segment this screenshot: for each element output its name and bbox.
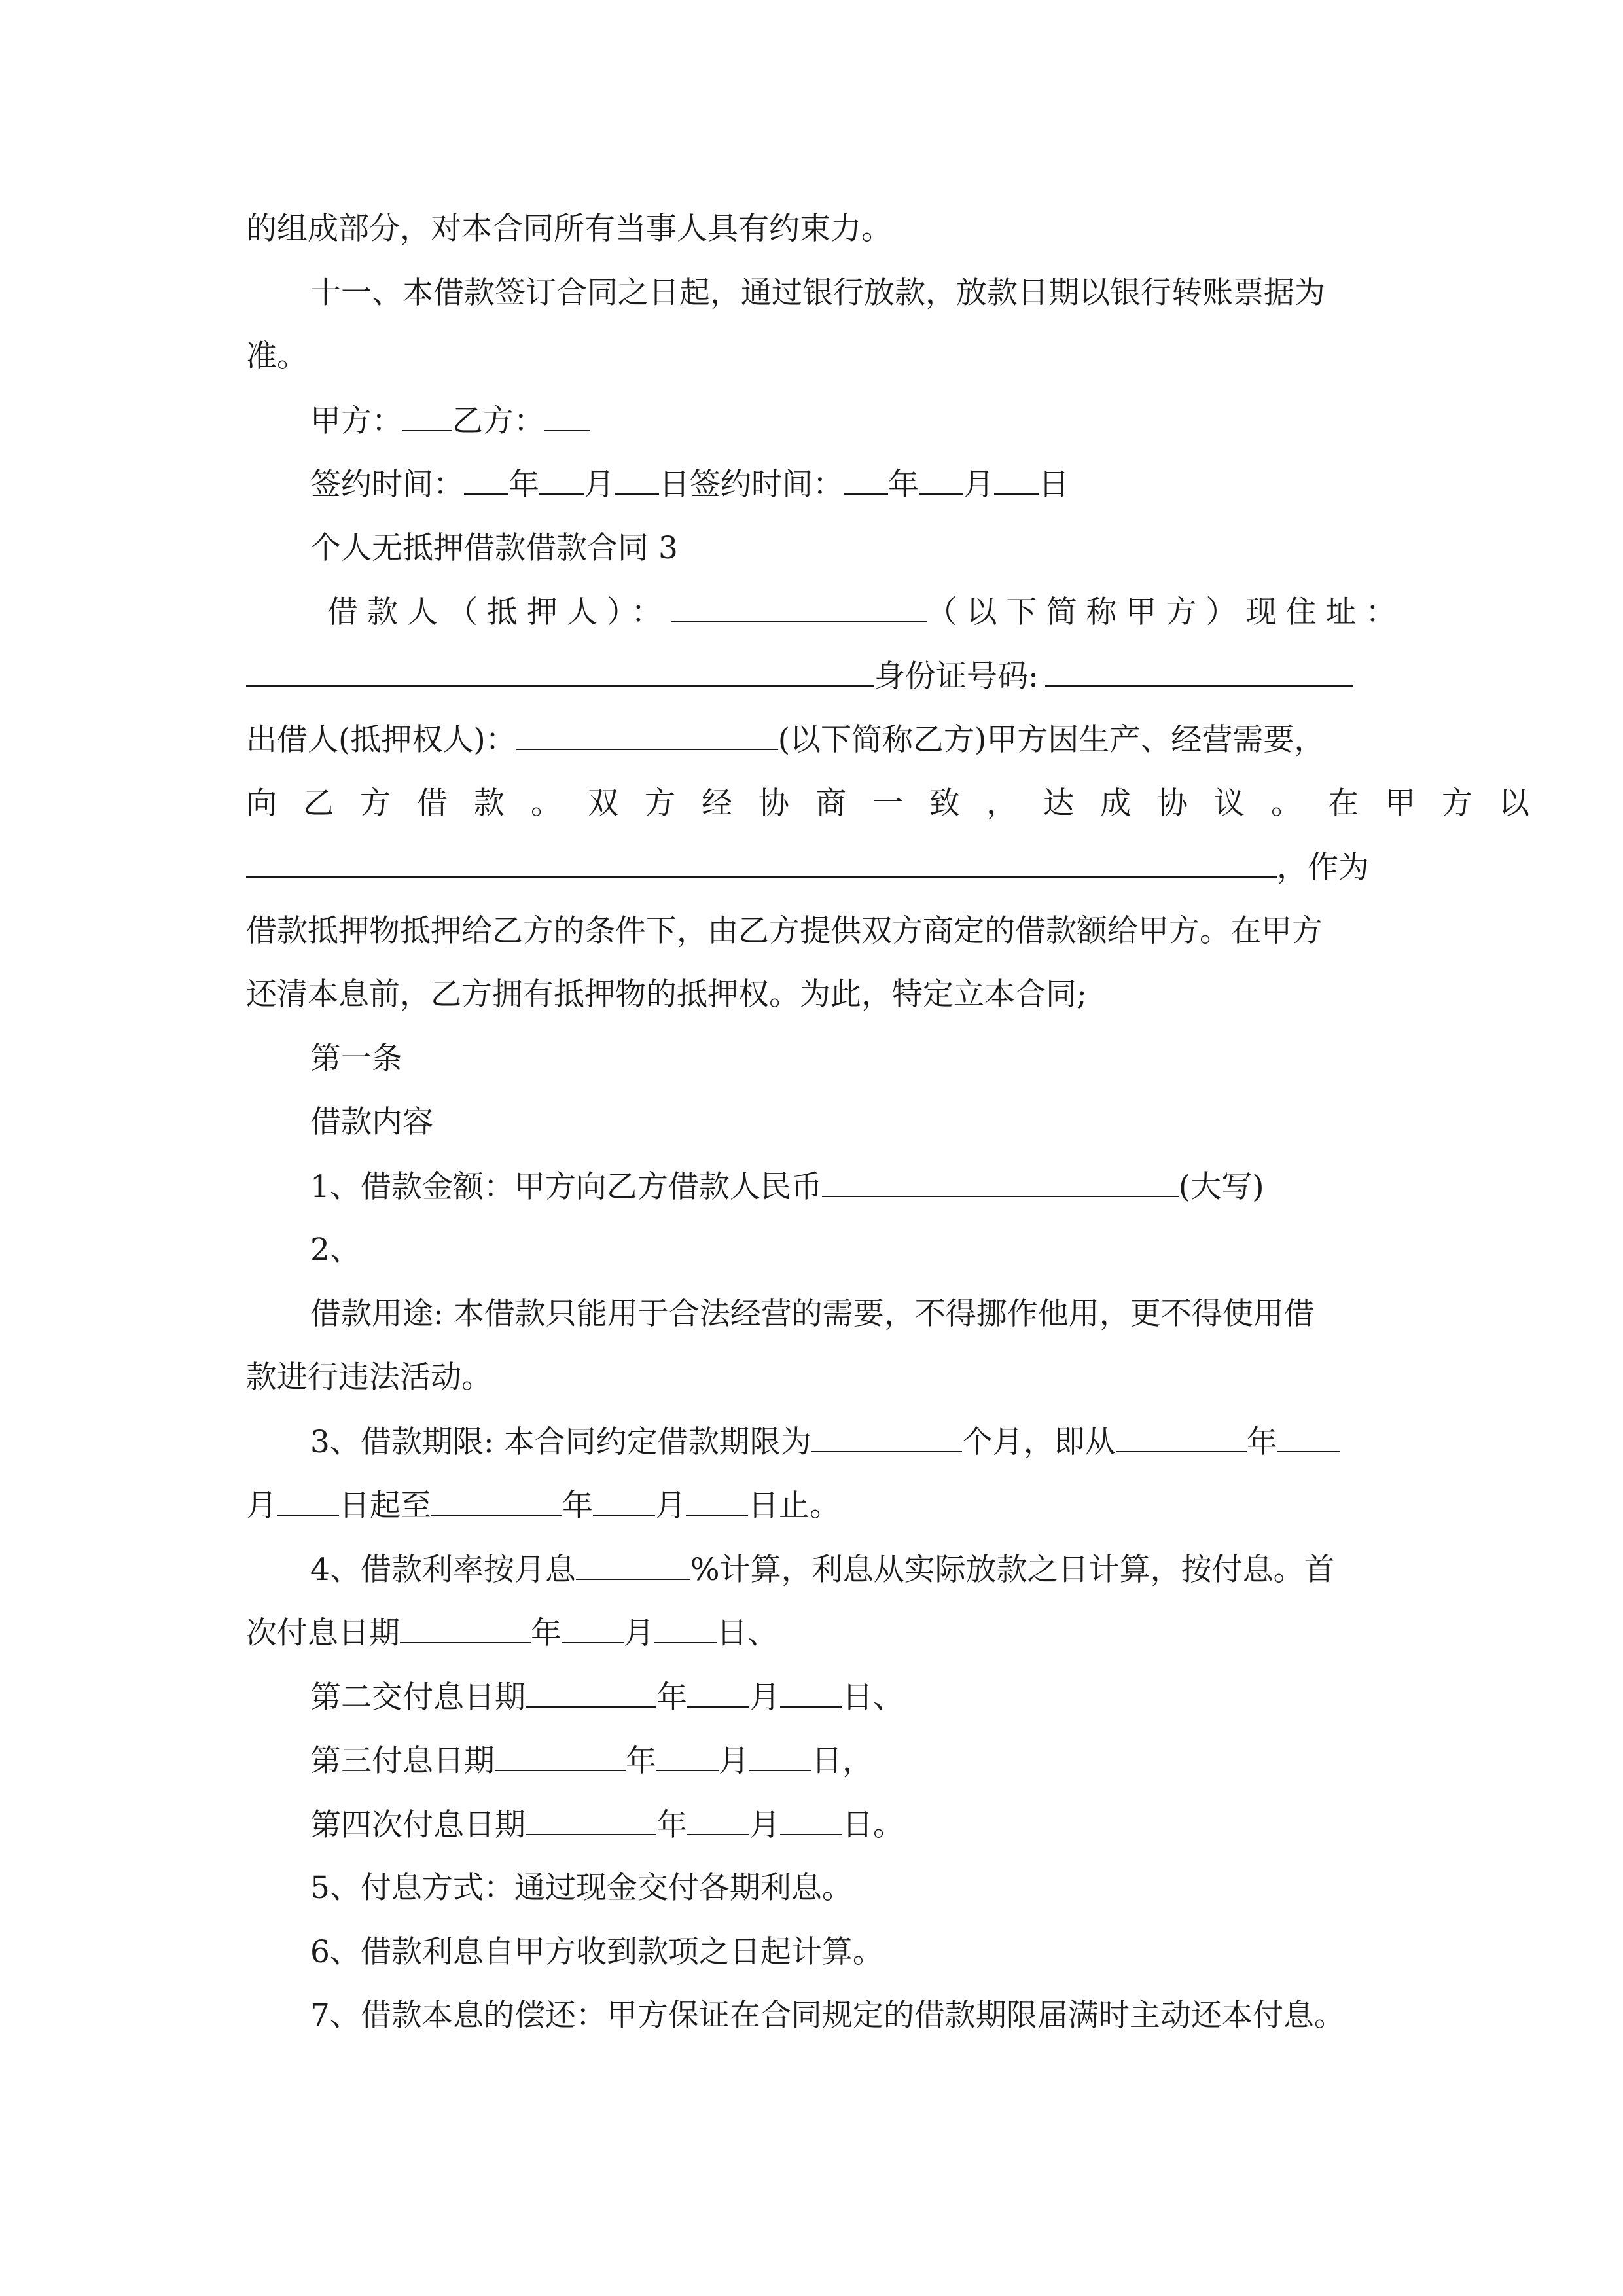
fourth-payment-line: 第四次付息日期 年 月 日。 <box>310 1805 1395 1845</box>
day-blank[interactable] <box>686 1486 748 1516</box>
section-heading: 借款内容 <box>310 1104 433 1140</box>
text-line: 借款抵押物抵押给乙方的条件下，由乙方提供双方商定的借款额给甲方。在甲方 <box>246 913 1323 949</box>
month-blank[interactable] <box>656 1741 719 1771</box>
address-id-line: 身份证号码: <box>246 656 1395 696</box>
month-blank[interactable] <box>562 1613 624 1643</box>
text-line: 5、付息方式：通过现金交付各期利息。 <box>310 1870 853 1906</box>
party-b-blank[interactable] <box>544 401 590 431</box>
first-payment-line: 次付息日期 年 月 日、 <box>246 1613 1395 1653</box>
month-blank[interactable] <box>687 1677 749 1708</box>
day-blank[interactable] <box>994 465 1039 495</box>
clause-eleven: 十一、本借款签订合同之日起，通过银行放款，放款日期以银行转账票据为 <box>310 275 1325 311</box>
contract-title: 个人无抵押借款借款合同 3 <box>310 530 678 566</box>
text-line: 6、借款利息自甲方收到款项之日起计算。 <box>310 1934 883 1970</box>
signature-parties-line: 甲方： 乙方： <box>310 401 1395 441</box>
year-blank[interactable] <box>431 1486 562 1516</box>
loan-purpose-line: 借款用途: 本借款只能用于合法经营的需要，不得挪作他用，更不得使用借 <box>310 1296 1315 1332</box>
text-line: 的组成部分，对本合同所有当事人具有约束力。 <box>246 211 892 247</box>
borrower-line: 借款人（抵押人）： （以下简称甲方）现住址： <box>327 592 1394 632</box>
text-line: 2、 <box>310 1232 361 1268</box>
text-line: 向乙方借款。双方经协商一致，达成协议。在甲方以 <box>246 785 1556 821</box>
year-blank[interactable] <box>495 1741 626 1771</box>
article-heading: 第一条 <box>310 1041 402 1077</box>
address-blank[interactable] <box>246 656 874 687</box>
day-blank[interactable] <box>615 465 659 495</box>
month-blank[interactable] <box>593 1486 655 1516</box>
text-line: 还清本息前，乙方拥有抵押物的抵押权。为此，特定立本合同; <box>246 977 1087 1013</box>
day-blank[interactable] <box>780 1677 842 1708</box>
amount-blank[interactable] <box>822 1167 1179 1197</box>
year-blank[interactable] <box>526 1677 656 1708</box>
interest-rate-line: 4、借款利率按月息 %计算，利息从实际放款之日计算，按付息。首 <box>310 1550 1395 1590</box>
loan-amount-line: 1、借款金额：甲方向乙方借款人民币 (大写) <box>310 1167 1395 1207</box>
year-blank[interactable] <box>1116 1422 1247 1452</box>
year-blank[interactable] <box>526 1805 656 1835</box>
day-blank[interactable] <box>780 1805 842 1835</box>
loan-term-line: 3、借款期限: 本合同约定借款期限为 个月，即从 年 <box>310 1422 1395 1462</box>
collateral-blank[interactable] <box>246 848 1277 878</box>
lender-line: 出借人(抵押权人)： (以下简称乙方)甲方因生产、经营需要， <box>246 720 1395 760</box>
signing-date-line: 签约时间： 年 月 日签约时间： 年 月 日 <box>310 465 1395 505</box>
loan-term-end-line: 月 日起至 年 月 日止。 <box>246 1486 1395 1526</box>
day-blank[interactable] <box>654 1613 717 1643</box>
party-a-blank[interactable] <box>402 401 452 431</box>
month-blank[interactable] <box>919 465 963 495</box>
text-line: 准。 <box>246 338 308 374</box>
month-blank[interactable] <box>687 1805 749 1835</box>
day-blank[interactable] <box>277 1486 339 1516</box>
months-blank[interactable] <box>812 1422 962 1452</box>
borrower-name-blank[interactable] <box>671 592 927 622</box>
text-line: 款进行违法活动。 <box>246 1359 492 1395</box>
rate-blank[interactable] <box>576 1550 690 1580</box>
third-payment-line: 第三付息日期 年 月 日， <box>310 1741 1395 1781</box>
month-blank[interactable] <box>1277 1422 1340 1452</box>
year-blank[interactable] <box>844 465 888 495</box>
year-blank[interactable] <box>400 1613 531 1643</box>
year-blank[interactable] <box>464 465 508 495</box>
second-payment-line: 第二交付息日期 年 月 日、 <box>310 1677 1395 1717</box>
day-blank[interactable] <box>749 1741 812 1771</box>
id-number-blank[interactable] <box>1045 656 1353 687</box>
month-blank[interactable] <box>539 465 584 495</box>
lender-name-blank[interactable] <box>516 720 778 750</box>
collateral-line: ，作为 <box>246 848 1395 888</box>
text-line: 7、借款本息的偿还：甲方保证在合同规定的借款期限届满时主动还本付息。 <box>310 1998 1345 2034</box>
